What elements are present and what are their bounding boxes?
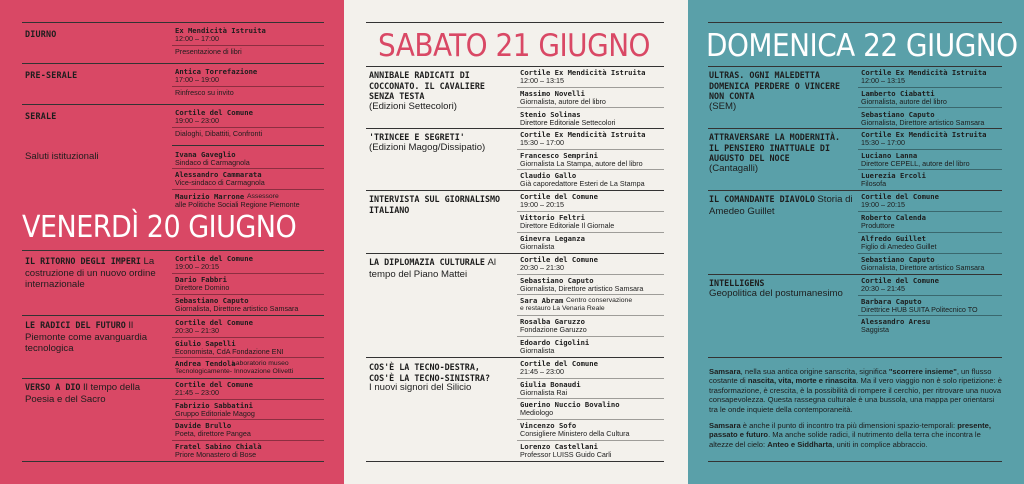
venue: Cortile del Comune: [175, 254, 253, 263]
speaker-role: Consigliere Ministero della Cultura: [520, 429, 630, 438]
venue: Cortile del Comune: [520, 359, 598, 368]
divider: [517, 87, 664, 88]
speaker-name: Guerino Nuccio Bovalino: [520, 400, 620, 409]
divider: [366, 66, 664, 67]
divider: [708, 128, 1002, 129]
speaker-name: Sara Abram: [520, 296, 564, 305]
event-title: IL RITORNO DEGLI IMPERI La costruzione di un nuovo ordine internazionale: [25, 256, 156, 290]
venue: Cortile del Comune: [175, 108, 253, 117]
speaker-role: Già caporedattore Esteri de La Stampa: [520, 179, 645, 188]
event-title: LA DIPLOMAZIA CULTURALE Al tempo del Piano Mattei: [369, 257, 497, 280]
divider: [517, 149, 664, 150]
divider: [22, 315, 324, 316]
speaker-role: Giornalista Rai: [520, 388, 568, 397]
speaker-name: Lamberto Ciabatti: [861, 89, 935, 98]
speaker-role: alle Politiche Sociali Regione Piemonte: [175, 200, 300, 209]
speaker-role: Giornalista La Stampa, autore del libro: [520, 159, 643, 168]
speaker-name: Edoardo Cigolini: [520, 338, 590, 347]
speaker-name: Davide Brullo: [175, 421, 232, 430]
speaker-name: Vittorio Feltri: [520, 213, 585, 222]
speaker-role: Giornalista, autore del libro: [520, 97, 606, 106]
divider: [172, 145, 324, 146]
speaker-name: Sebastiano Caputo: [861, 255, 935, 264]
speaker-name: Claudio Gallo: [520, 171, 577, 180]
speaker-name: Alfredo Guillet: [861, 234, 926, 243]
speaker-role: Poeta, direttore Pangea: [175, 429, 251, 438]
divider: [858, 295, 1002, 296]
speaker-role: Giornalista, Direttore artistico Samsara: [175, 304, 299, 313]
speaker-name: Roberto Calenda: [861, 213, 926, 222]
time-slot: 12:00 – 13:15: [861, 76, 905, 85]
divider: [366, 253, 664, 254]
venue: Cortile del Comune: [520, 192, 598, 201]
time-slot: 21:45 – 23:00: [175, 388, 219, 397]
time-slot: 20:30 – 21:30: [520, 263, 564, 272]
event-title: ATTRAVERSARE LA MODERNITÀ. IL PENSIERO INATTUALE DI AUGUSTO DEL NOCE (Cantagalli): [709, 132, 841, 174]
speaker-role: Direttore Domino: [175, 283, 230, 292]
divider: [858, 253, 1002, 254]
divider: [517, 232, 664, 233]
speaker-name: Stenio Solinas: [520, 110, 581, 119]
speaker-role: Direttrice HUB SUITA Politecnico TO: [861, 305, 978, 314]
divider: [172, 45, 324, 46]
venue: Cortile Ex Mendicità Istruita: [520, 130, 646, 139]
divider: [22, 461, 324, 462]
speaker-role: Mediologo: [520, 408, 554, 417]
speaker-role: Fondazione Garuzzo: [520, 325, 587, 334]
speaker-name: Lorenzo Castellani: [520, 442, 598, 451]
divider: [172, 399, 324, 400]
event-title: VERSO A DIO Il tempo della Poesia e del Sacro: [25, 382, 141, 405]
day-title: SABATO 21 GIUGNO: [378, 28, 650, 64]
speaker-role: Priore Monastero di Bose: [175, 450, 257, 459]
divider: [858, 232, 1002, 233]
divider: [708, 190, 1002, 191]
divider: [172, 127, 324, 128]
event-title: INTERVISTA SUL GIORNALISMO ITALIANO: [369, 194, 501, 215]
divider: [708, 357, 1002, 358]
divider: [517, 398, 664, 399]
divider: [366, 190, 664, 191]
event-title: 'TRINCEE E SEGRETI' (Edizioni Magog/Dissipatio): [369, 132, 486, 153]
speaker-role: Filosofa: [861, 179, 887, 188]
speaker-name: Giulio Sapelli: [175, 339, 236, 348]
time-slot: 19:00 – 23:00: [175, 116, 219, 125]
speaker-name: Alessandro Aresu: [861, 317, 931, 326]
divider: [708, 461, 1002, 462]
speaker-role: Direttore Editoriale Il Giornale: [520, 221, 615, 230]
speaker-role: Giornalista: [520, 346, 555, 355]
friday-panel: [0, 0, 344, 484]
speaker-role: Laboratorio museo: [232, 360, 289, 367]
divider: [172, 168, 324, 169]
divider: [708, 274, 1002, 275]
venue: Cortile Ex Mendicità Istruita: [520, 68, 646, 77]
divider: [172, 294, 324, 295]
speaker-name: Giulia Bonaudi: [520, 380, 581, 389]
event-note: Rinfresco su invito: [175, 88, 234, 97]
speaker-role: e restauro La Venaria Reale: [520, 305, 605, 312]
divider: [517, 169, 664, 170]
time-slot: 20:30 – 21:30: [175, 326, 219, 335]
speaker-name: Ivana Gaveglio: [175, 150, 236, 159]
time-slot: 20:30 – 21:45: [861, 284, 905, 293]
venue: Cortile Ex Mendicità Istruita: [861, 130, 987, 139]
divider: [22, 104, 324, 105]
speaker-role: Produttore: [861, 221, 895, 230]
time-slot: 15:30 – 17:00: [520, 138, 564, 147]
divider: [517, 440, 664, 441]
speaker-role: Giornalista, Direttore artistico Samsara: [861, 263, 985, 272]
divider: [858, 211, 1002, 212]
speaker-role: Direttore Editoriale Settecolori: [520, 118, 616, 127]
divider: [172, 337, 324, 338]
divider: [366, 461, 664, 462]
divider: [858, 87, 1002, 88]
divider: [517, 274, 664, 275]
divider: [172, 440, 324, 441]
divider: [366, 128, 664, 129]
about-paragraph: Samsara è anche il punto di incontro tra più dimensioni spazio-temporali: presente, passato e futuro. Ma anche solide radici, il nutrimento della terra che incontra le altezze del cielo: Anteo e Siddharta, uniti in complice abbraccio.: [709, 421, 991, 449]
divider: [172, 86, 324, 87]
time-slot: 15:30 – 17:00: [861, 138, 905, 147]
venue: Ex Mendicità Istruita: [175, 26, 266, 35]
speaker-role: Giornalista, autore del libro: [861, 97, 947, 106]
event-note: Dialoghi, Dibattiti, Confronti: [175, 129, 263, 138]
divider: [517, 107, 664, 108]
speaker-name: Sebastiano Caputo: [520, 276, 594, 285]
divider: [858, 315, 1002, 316]
speaker-name: Fabrizio Sabbatini: [175, 401, 253, 410]
event-title: COS'È LA TECNO-DESTRA, COS'È LA TECNO-SINISTRA? I nuovi signori del Silicio: [369, 362, 491, 393]
speaker-role: Saggista: [861, 325, 889, 334]
venue: Antica Torrefazione: [175, 67, 258, 76]
divider: [708, 22, 1002, 23]
speaker-name: Alessandro Cammarata: [175, 170, 262, 179]
speaker-name: Massimo Novelli: [520, 89, 585, 98]
divider: [172, 273, 324, 274]
divider: [517, 419, 664, 420]
divider: [517, 294, 664, 295]
about-paragraph: Samsara, nella sua antica origine sanscrita, significa "scorrere insieme", un flusso costante di nascita, vita, morte e rinascita. Ma il vero viaggio non è solo ripetizione: è trasformazione, è crescita, è la possibilità di rompere il cerchio, per ritrovare una nuova consapevolezza. Questa rassegna culturale è una bussola, una mappa per orientarsi tra le onde inquiete della contemporaneità.: [709, 367, 1002, 414]
speaker-name: Luciano Lanna: [861, 151, 918, 160]
speaker-role: Figlio di Amedeo Guillet: [861, 242, 937, 251]
event-title: INTELLIGENS Geopolitica del postumanesimo: [709, 278, 843, 299]
speaker-role: Gruppo Editoriale Magog: [175, 409, 255, 418]
event-note: Presentazione di libri: [175, 47, 242, 56]
saturday-panel: [344, 0, 688, 484]
event-title: ANNIBALE RADICATI DI COCCONATO. IL CAVALIERE SENZA TESTA (Edizioni Settecolori): [369, 70, 485, 112]
speaker-name: Maurizio Marrone: [175, 192, 245, 201]
divider: [22, 250, 324, 251]
speaker-name: Dario Fabbri: [175, 275, 227, 284]
time-slot: 21:45 – 23:00: [520, 367, 564, 376]
time-slot: 19:00 – 20:15: [175, 262, 219, 271]
venue: Cortile del Comune: [861, 276, 939, 285]
speaker-role: Tecnologicamente- Innovazione Olivetti: [175, 368, 294, 375]
speaker-name: Francesco Semprini: [520, 151, 598, 160]
divider: [366, 22, 664, 23]
divider: [22, 63, 324, 64]
time-slot: 12:00 – 17:00: [175, 34, 219, 43]
speaker-name: Andrea Tendola: [175, 359, 236, 368]
divider: [517, 336, 664, 337]
speaker-name: Rosalba Garuzzo: [520, 317, 585, 326]
divider: [517, 378, 664, 379]
divider: [172, 357, 324, 358]
speaker-name: Sebastiano Caputo: [175, 296, 249, 305]
divider: [172, 189, 324, 190]
speaker-role: Giornalista, Direttore artistico Samsara: [861, 118, 985, 127]
divider: [517, 315, 664, 316]
time-slot: 19:00 – 20:15: [861, 200, 905, 209]
divider: [708, 66, 1002, 67]
speaker-name: Barbara Caputo: [861, 297, 922, 306]
speaker-role: Direttore CEPELL, autore del libro: [861, 159, 970, 168]
speaker-role: Economista, CdA Fondazione ENI: [175, 347, 284, 356]
speaker-name: Vincenzo Sofo: [520, 421, 577, 430]
divider: [22, 378, 324, 379]
event-title: IL COMANDANTE DIAVOLO Storia di Amedeo Guillet: [709, 194, 853, 217]
venue: Cortile del Comune: [861, 192, 939, 201]
speaker-role: Giornalista, Direttore artistico Samsara: [520, 284, 644, 293]
speaker-name: Sebastiano Caputo: [861, 110, 935, 119]
speaker-name: Luerezia Ercoli: [861, 171, 926, 180]
speaker-role: Assessore: [247, 193, 279, 200]
speaker-role: Giornalista: [520, 242, 555, 251]
divider: [858, 107, 1002, 108]
speaker-role: Centro conservazione: [566, 297, 633, 304]
divider: [858, 149, 1002, 150]
venue: Cortile del Comune: [175, 380, 253, 389]
divider: [22, 22, 324, 23]
divider: [517, 211, 664, 212]
speaker-role: Vice-sindaco di Carmagnola: [175, 178, 265, 187]
category-label: DIURNO: [25, 29, 57, 39]
speaker-name: Fratel Sabino Chialà: [175, 442, 262, 451]
event-title: LE RADICI DEL FUTURO Il Piemonte come avanguardia tecnologica: [25, 320, 148, 354]
speaker-role: Sindaco di Carmagnola: [175, 158, 250, 167]
day-title: DOMENICA 22 GIUGNO: [706, 28, 1018, 64]
category-label: PRE-SERALE: [25, 70, 78, 80]
venue: Cortile del Comune: [175, 318, 253, 327]
speaker-name: Ginevra Leganza: [520, 234, 585, 243]
time-slot: 19:00 – 20:15: [520, 200, 564, 209]
divider: [858, 169, 1002, 170]
day-title: VENERDÌ 20 GIUGNO: [22, 210, 297, 245]
event-title: ULTRAS. OGNI MALEDETTA DOMENICA PERDERE O VINCERE NON CONTA (SEM): [709, 70, 841, 112]
venue: Cortile Ex Mendicità Istruita: [861, 68, 987, 77]
divider: [172, 419, 324, 420]
category-label: SERALE: [25, 111, 57, 121]
time-slot: 12:00 – 13:15: [520, 76, 564, 85]
divider: [366, 357, 664, 358]
time-slot: 17:00 – 19:00: [175, 75, 219, 84]
speaker-role: Professor LUISS Guido Carli: [520, 450, 612, 459]
venue: Cortile del Comune: [520, 255, 598, 264]
greetings-label: Saluti istituzionali: [25, 151, 99, 162]
